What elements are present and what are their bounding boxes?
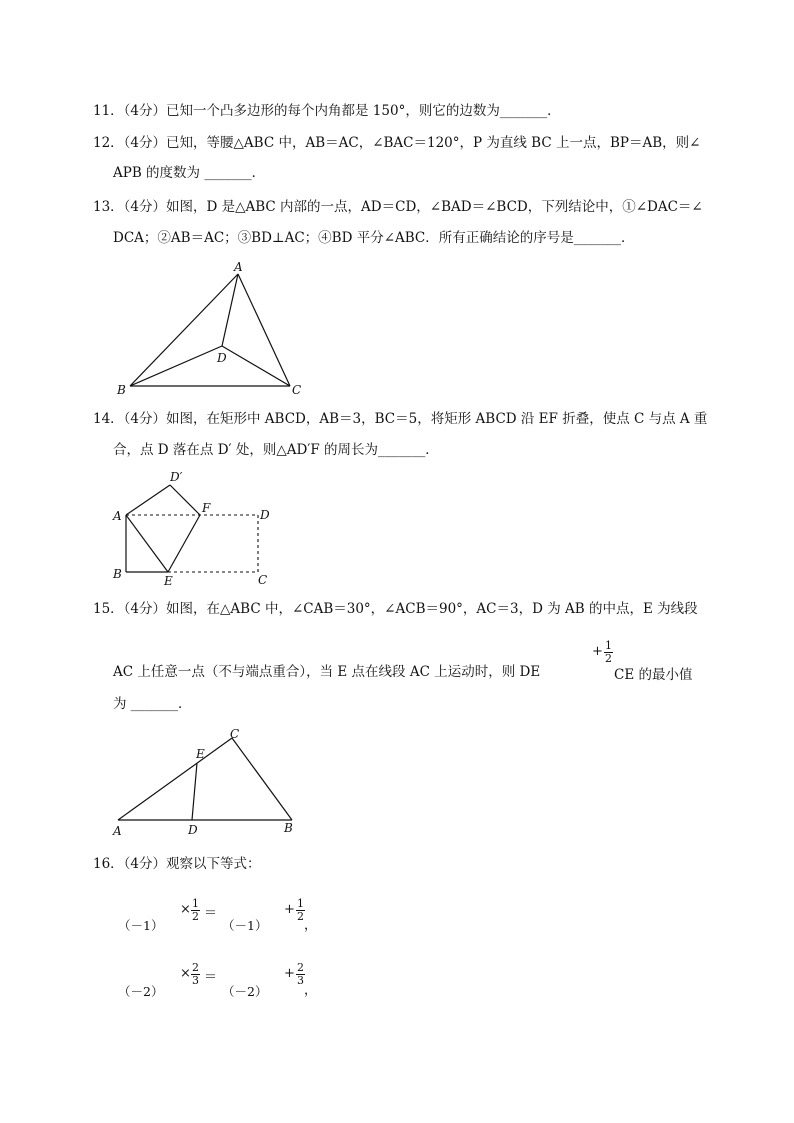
label-C: C — [258, 573, 268, 587]
label-E: E — [196, 747, 205, 761]
fraction-denominator: 2 — [605, 652, 612, 665]
eq1-fraction-1-num: 1 — [192, 897, 199, 910]
question-11: 11．（4分）已知一个凸多边形的每个内角都是 150°，则它的边数为_______． — [93, 103, 561, 119]
label-B: B — [284, 821, 293, 835]
eq1-fraction-2-num: 1 — [297, 897, 304, 910]
eq2-left-factor: （－2） — [118, 984, 164, 999]
label-A: A — [234, 260, 243, 274]
figure-15-triangle — [108, 724, 308, 840]
question-13-line2: DCA；②AB＝AC；③BD⊥AC；④BD 平分∠ABC．所有正确结论的序号是_______． — [113, 230, 635, 246]
segment-CB — [232, 738, 292, 820]
label-A: A — [113, 824, 122, 838]
label-D-prime: D′ — [170, 470, 183, 484]
label-A: A — [113, 509, 122, 523]
label-F: F — [202, 501, 211, 515]
question-14-line1: 14．（4分）如图，在矩形中 ABCD，AB＝3，BC＝5，将矩形 ABCD 沿 EF 折叠，使点 C 与点 A 重 — [93, 411, 708, 427]
eq1-plus-sign: + — [284, 902, 295, 917]
figure-13-triangle — [110, 258, 320, 398]
eq1-right-factor: （－1） — [222, 918, 268, 933]
question-12-line2: APB 的度数为 _______． — [113, 165, 266, 181]
segment-EF — [168, 515, 200, 572]
eq2-plus-sign: + — [284, 966, 295, 981]
question-15-line1: 15．（4分）如图，在△ABC 中，∠CAB＝30°，∠ACB＝90°，AC＝3，D 为 AB 的中点，E 为线段 — [93, 601, 698, 617]
eq2-fraction-2-den: 3 — [297, 974, 304, 987]
segment-AD-prime — [126, 485, 170, 515]
eq1-fraction-2-den: 2 — [297, 910, 304, 923]
question-15-line2a: AC 上任意一点（不与端点重合），当 E 点在线段 AC 上运动时，则 DE — [113, 664, 541, 680]
eq2-fraction-2-num: 2 — [297, 961, 304, 974]
label-D: D — [260, 508, 270, 522]
question-15-line3: 为 _______． — [113, 696, 192, 712]
plus-sign: + — [592, 644, 603, 659]
segment-D-prime-F — [170, 485, 200, 515]
eq2-fraction-1 — [191, 962, 200, 987]
segment-AB — [130, 274, 238, 386]
eq2-fraction-1-den: 3 — [192, 974, 199, 987]
question-12-line1: 12．（4分）已知，等腰△ABC 中，AB＝AC，∠BAC＝120°，P 为直线 BC 上一点，BP＝AB，则∠ — [93, 135, 701, 151]
segment-BD — [130, 346, 222, 386]
segment-AC — [238, 274, 290, 386]
label-C: C — [230, 727, 240, 741]
fraction-numerator: 1 — [605, 639, 612, 652]
label-B: B — [117, 383, 126, 397]
segment-AE — [126, 515, 168, 572]
eq1-left-factor: （－1） — [118, 918, 164, 933]
eq2-fraction-1-num: 2 — [192, 961, 199, 974]
question-16-line1: 16．（4分）观察以下等式： — [93, 856, 261, 872]
eq2-right-factor: （－2） — [222, 984, 268, 999]
fraction-one-half — [604, 640, 613, 665]
question-15-line2b: CE 的最小值 — [614, 667, 693, 683]
eq2-comma: ， — [304, 983, 318, 998]
label-C: C — [292, 383, 302, 397]
segment-DE — [192, 763, 197, 820]
label-B: B — [113, 567, 122, 581]
eq1-equals-sign: ＝ — [204, 906, 218, 921]
segment-CD — [222, 346, 290, 386]
question-13-line1: 13．（4分）如图，D 是△ABC 内部的一点，AD＝CD，∠BAD＝∠BCD，下列结论中，①∠DAC＝∠ — [93, 199, 703, 215]
label-D: D — [188, 823, 198, 837]
eq1-fraction-1 — [191, 898, 200, 923]
eq2-equals-sign: ＝ — [204, 970, 218, 985]
figure-14-folded-rectangle — [108, 466, 288, 590]
segment-AD — [222, 274, 238, 346]
segment-AC — [118, 738, 232, 820]
eq1-comma: ， — [304, 918, 318, 933]
eq1-times-sign: × — [180, 902, 191, 917]
label-D: D — [217, 351, 227, 365]
eq2-times-sign: × — [180, 966, 191, 981]
eq1-fraction-1-den: 2 — [192, 910, 199, 923]
question-14-line2: 合，点 D 落在点 D′ 处，则△AD′F 的周长为_______． — [113, 442, 439, 458]
label-E: E — [164, 574, 173, 588]
